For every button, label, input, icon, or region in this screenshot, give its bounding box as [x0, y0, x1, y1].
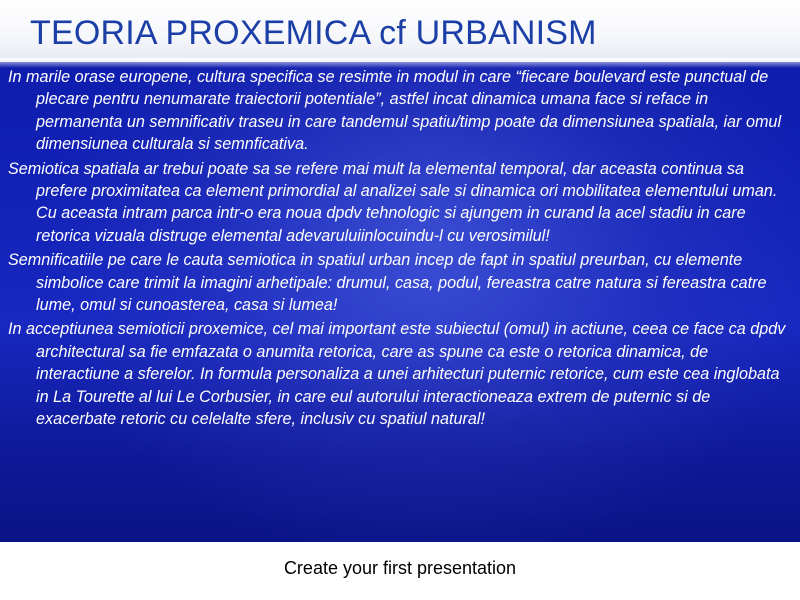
slide-title: TEORIA PROXEMICA cf URBANISM — [30, 14, 597, 52]
paragraph-2: Semiotica spatiala ar trebui poate sa se refere mai mult la elemental temporal, dar aceasta continua sa prefere proximitatea ca element primordial al analizei sale si dinamica ori mobilitatea elementului uman. Cu aceasta intram parca intr-o era noua dpdv tehnologic si ajungem in curand la acel stadiu in care retorica vizuala distruge elemental adevaruluiinlocuindu-l cu verosimilul! — [8, 159, 778, 245]
paragraph-3: Semnificatiile pe care le cauta semiotica in spatiul urban incep de fapt in spatiul preurban, cu elemente simbolice care trimit la imagini arhetipale: drumul, casa, podul, fereastra catre natura si fereastra catre lume, omul si cunoasterea, casa si lumea! — [8, 251, 767, 315]
paragraph-1: In marile orase europene, cultura specifica se resimte in modul in care “fiecare boulevard este punctual de plecare pentru nenumarate traiectorii potentiale”, astfel incat dinamica umana face si reface in permanenta un semnificativ traseu in care tandemul spatiu/timp poate da dimensiunea spatiala, iar omul dimensiunea culturala si semnficativa. — [8, 68, 782, 154]
title-band — [0, 0, 800, 62]
slide-body — [8, 66, 790, 433]
slide-caption: Create your first presentation — [283, 558, 517, 578]
paragraph-4: In acceptiunea semioticii proxemice, cel mai important este subiectul (omul) in actiune, ceea ce face ca dpdv architectural sa fie emfazata o anumita retorica, care as spune ca este o retorica dinamica, de interactiune a sferelor. In formula personaliza a unei arhitecturi puternic retorice, cum este cea inglobata in La Tourette al lui Le Corbusier, in care eul autorului interactioneaza extrem de puternic si de exacerbate retoric cu celelalte sfere, inclusiv cu spatiul natural! — [8, 320, 786, 429]
